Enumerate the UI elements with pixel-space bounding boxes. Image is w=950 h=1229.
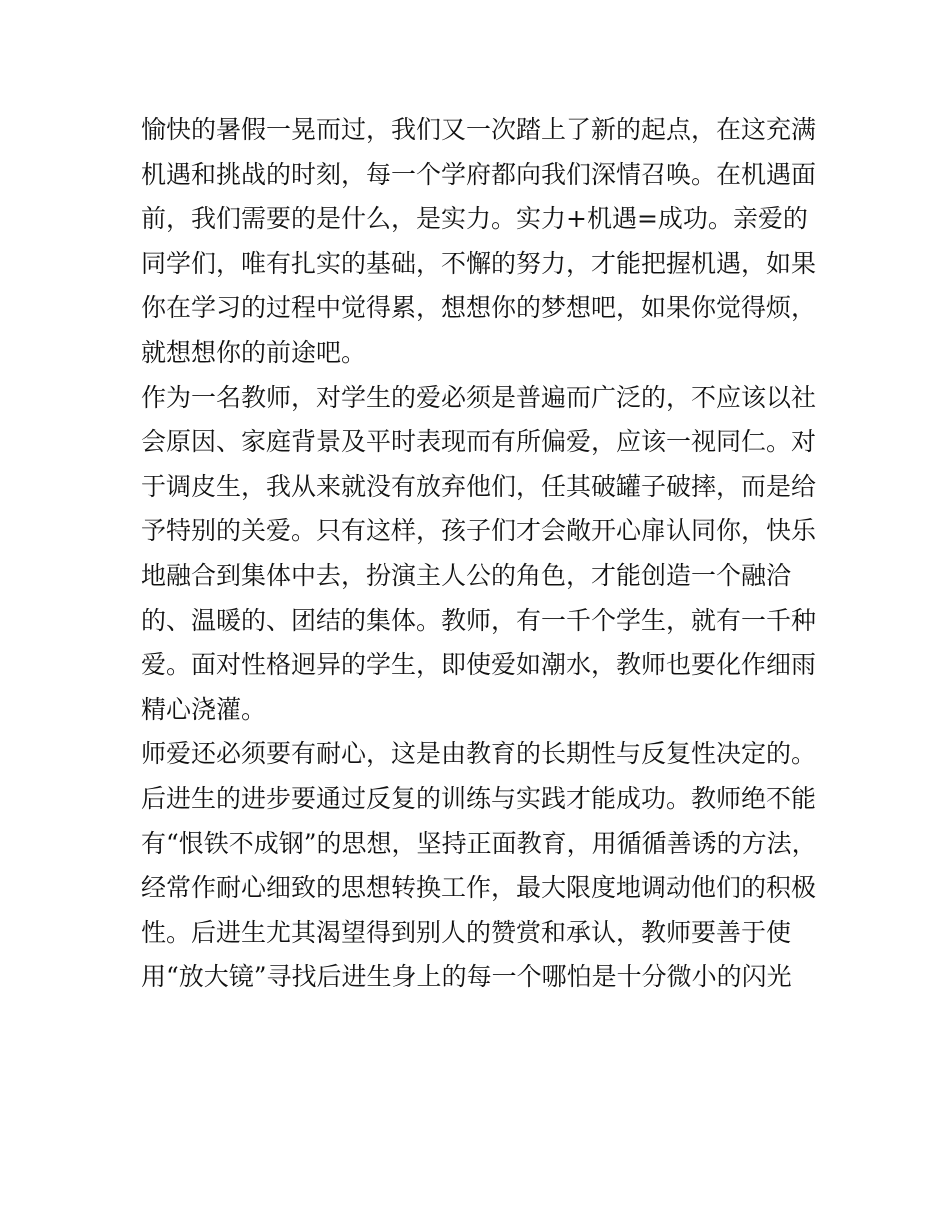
text-line: 精心浇灌。 [141,694,267,724]
text-line: 同学们，唯有扎实的基础，不懈的努力，才能把握机遇，如果 [141,248,817,278]
text-line: 师爱还必须要有耐心，这是由教育的长期性与反复性决定的。 [141,739,817,769]
text-line: 予特别的关爱。只有这样，孩子们才会敞开心扉认同你，快乐 [141,516,817,546]
text-line: 于调皮生，我从来就没有放弃他们，任其破罐子破摔，而是给 [141,471,817,501]
text-line: 就想想你的前途吧。 [141,337,367,367]
text-line: 愉快的暑假一晃而过，我们又一次踏上了新的起点，在这充满 [141,115,817,144]
text-line: 作为一名教师，对学生的爱必须是普遍而广泛的，不应该以社 [141,382,817,412]
paragraph-3 [141,732,821,1000]
text-line: 性。后进生尤其渴望得到别人的赞赏和承认，教师要善于使 [141,917,792,947]
text-line: 前，我们需要的是什么，是实力。实力+机遇=成功。亲爱的 [141,204,808,234]
text-line: 你在学习的过程中觉得累，想想你的梦想吧，如果你觉得烦， [141,293,817,323]
text-line: 后进生的进步要通过反复的训练与实践才能成功。教师绝不能 [141,783,817,813]
text-line: 会原因、家庭背景及平时表现而有所偏爱，应该一视同仁。对 [141,427,817,457]
text-line: 用“放大镜”寻找后进生身上的每一个哪怕是十分微小的闪光 [141,962,792,992]
text-line: 有“恨铁不成钢”的思想，坚持正面教育，用循循善诱的方法， [141,828,817,858]
text-line: 地融合到集体中去，扮演主人公的角色，才能创造一个融洽 [141,560,792,590]
paragraph-2 [141,376,821,733]
text-line: 机遇和挑战的时刻，每一个学府都向我们深情召唤。在机遇面 [141,159,817,189]
paragraph-1 [141,108,821,376]
text-line: 的、温暖的、团结的集体。教师，有一千个学生，就有一千种 [141,605,817,635]
text-line: 爱。面对性格迥异的学生，即使爱如潮水，教师也要化作细雨 [141,650,817,680]
text-line: 经常作耐心细致的思想转换工作，最大限度地调动他们的积极 [141,873,817,903]
document-body [141,108,821,1000]
